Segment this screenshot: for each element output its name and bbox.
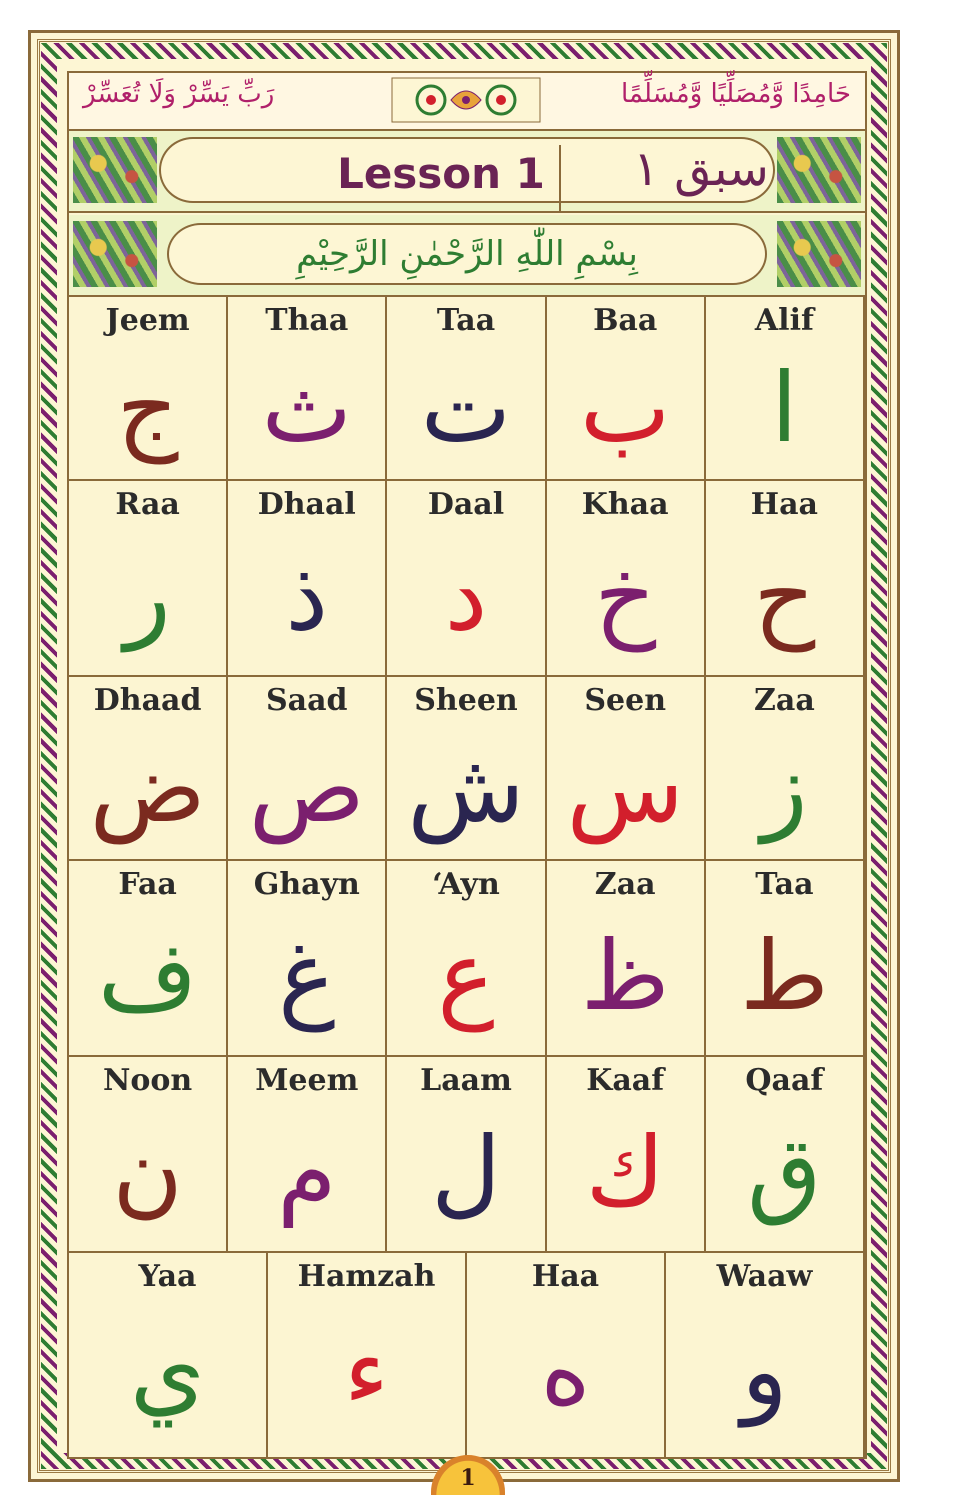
- letter-cell: [387, 481, 546, 677]
- arabic-letter: د: [444, 539, 488, 652]
- letter-cell: [547, 1057, 706, 1253]
- letter-name: Seen: [584, 683, 667, 718]
- arabic-letter: ظ: [580, 919, 670, 1032]
- arabic-letter: ص: [248, 731, 365, 844]
- letter-cell: [228, 677, 387, 861]
- title-divider: [559, 145, 561, 211]
- title-frame: [159, 137, 775, 203]
- letter-name: Thaa: [265, 303, 349, 338]
- arabic-letter: س: [566, 731, 684, 844]
- letter-name: Meem: [255, 1063, 359, 1098]
- letter-name: Jeem: [105, 303, 190, 338]
- letter-cell: [547, 677, 706, 861]
- arabic-letter: ا: [771, 351, 798, 464]
- letter-name: Haa: [531, 1259, 600, 1294]
- page-number: 1: [431, 1455, 505, 1495]
- dua-left-text: رَبِّ يَسِّرْ وَلَا تُعَسِّرْ: [83, 79, 275, 109]
- arabic-letter: ث: [261, 351, 352, 464]
- letter-cell: [387, 1057, 546, 1253]
- arabic-letter: ت: [420, 351, 512, 464]
- arabic-letter: ء: [343, 1315, 390, 1428]
- content-frame: [67, 71, 867, 1459]
- arabic-letter: ن: [112, 1115, 183, 1228]
- arabic-letter: ش: [407, 731, 525, 844]
- letter-cell: [387, 677, 546, 861]
- letter-cell: [387, 861, 546, 1057]
- letter-name: Taa: [436, 303, 496, 338]
- letter-cell: [69, 297, 228, 481]
- bismillah-bar: [69, 215, 865, 297]
- arabic-letter: ر: [124, 539, 171, 652]
- letter-name: Laam: [420, 1063, 512, 1098]
- letter-cell: [706, 297, 865, 481]
- lesson-title-arabic: سبق ١: [633, 141, 769, 197]
- letter-name: Saad: [266, 683, 348, 718]
- letter-cell: [69, 677, 228, 861]
- arabic-letter: ع: [437, 919, 495, 1032]
- letter-name: Alif: [754, 303, 814, 338]
- letter-name: Yaa: [138, 1259, 197, 1294]
- letter-cell: [69, 1057, 228, 1253]
- letter-name: Baa: [593, 303, 658, 338]
- letter-cell: [228, 297, 387, 481]
- arabic-letter: غ: [278, 919, 336, 1032]
- arabic-letter: م: [277, 1115, 337, 1228]
- right-arabesque-icon: [777, 221, 861, 287]
- arabic-letter: ب: [580, 351, 671, 464]
- letter-name: Kaaf: [586, 1063, 665, 1098]
- letter-name: Taa: [755, 867, 814, 902]
- arabic-letter: ج: [116, 351, 179, 464]
- letter-cell: [706, 1057, 865, 1253]
- letter-cell: [387, 297, 546, 481]
- letter-cell: [706, 861, 865, 1057]
- letter-cell: [69, 1253, 268, 1459]
- letter-name: Khaa: [581, 487, 669, 522]
- arabic-letter: ح: [753, 539, 816, 652]
- bismillah-text: بِسْمِ اللّٰهِ الرَّحْمٰنِ الرَّحِيْمِ: [167, 223, 767, 285]
- arabic-letter: ط: [740, 919, 829, 1032]
- arabic-letter: ض: [89, 731, 206, 844]
- arabic-letter: خ: [594, 539, 657, 652]
- letter-cell: [547, 297, 706, 481]
- arabic-letter: ل: [431, 1115, 501, 1228]
- arabic-letter: ه: [540, 1315, 591, 1428]
- letter-cell: [467, 1253, 666, 1459]
- letter-name: Faa: [118, 867, 177, 902]
- letter-name: Sheen: [414, 683, 518, 718]
- letter-name: Dhaad: [93, 683, 202, 718]
- letter-cell: [228, 1057, 387, 1253]
- arabic-letter: ذ: [285, 539, 329, 652]
- letter-cell: [706, 677, 865, 861]
- letter-cell: [69, 481, 228, 677]
- arabic-letter: ف: [97, 919, 198, 1032]
- letter-name: Ghayn: [253, 867, 360, 902]
- letter-name: Zaa: [594, 867, 656, 902]
- arabic-letter: ي: [129, 1315, 206, 1428]
- letter-name: Haa: [750, 487, 818, 522]
- letter-name: ‘Ayn: [432, 867, 500, 902]
- letter-cell: [228, 861, 387, 1057]
- letter-cell: [69, 861, 228, 1057]
- letter-cell: [666, 1253, 865, 1459]
- letter-name: Qaaf: [745, 1063, 824, 1098]
- left-arabesque-icon: [73, 221, 157, 287]
- letter-name: Raa: [115, 487, 180, 522]
- letter-name: Daal: [427, 487, 505, 522]
- arabic-letter: و: [741, 1315, 788, 1428]
- lesson-title-english: Lesson 1: [337, 149, 545, 198]
- dua-right-text: حَامِدًا وَّمُصَلِّيًا وَّمُسَلِّمًا: [621, 79, 851, 109]
- letter-cell: [547, 481, 706, 677]
- header-strip: [69, 73, 865, 131]
- letter-name: Noon: [102, 1063, 193, 1098]
- title-bar: [69, 131, 865, 213]
- letter-cell: [268, 1253, 467, 1459]
- lesson-page: [28, 30, 900, 1491]
- letter-cell: [547, 861, 706, 1057]
- letter-name: Waaw: [716, 1259, 813, 1294]
- letter-cell: [706, 481, 865, 677]
- floral-ornament-icon: [391, 77, 541, 123]
- letter-name: Dhaal: [257, 487, 356, 522]
- alphabet-grid: [69, 297, 865, 1459]
- arabic-letter: ق: [747, 1115, 822, 1228]
- arabic-letter: ز: [761, 731, 808, 844]
- left-arabesque-icon: [73, 137, 157, 203]
- letter-name: Zaa: [754, 683, 815, 718]
- letter-name: Hamzah: [297, 1259, 436, 1294]
- letter-cell: [228, 481, 387, 677]
- arabic-letter: ك: [585, 1115, 665, 1228]
